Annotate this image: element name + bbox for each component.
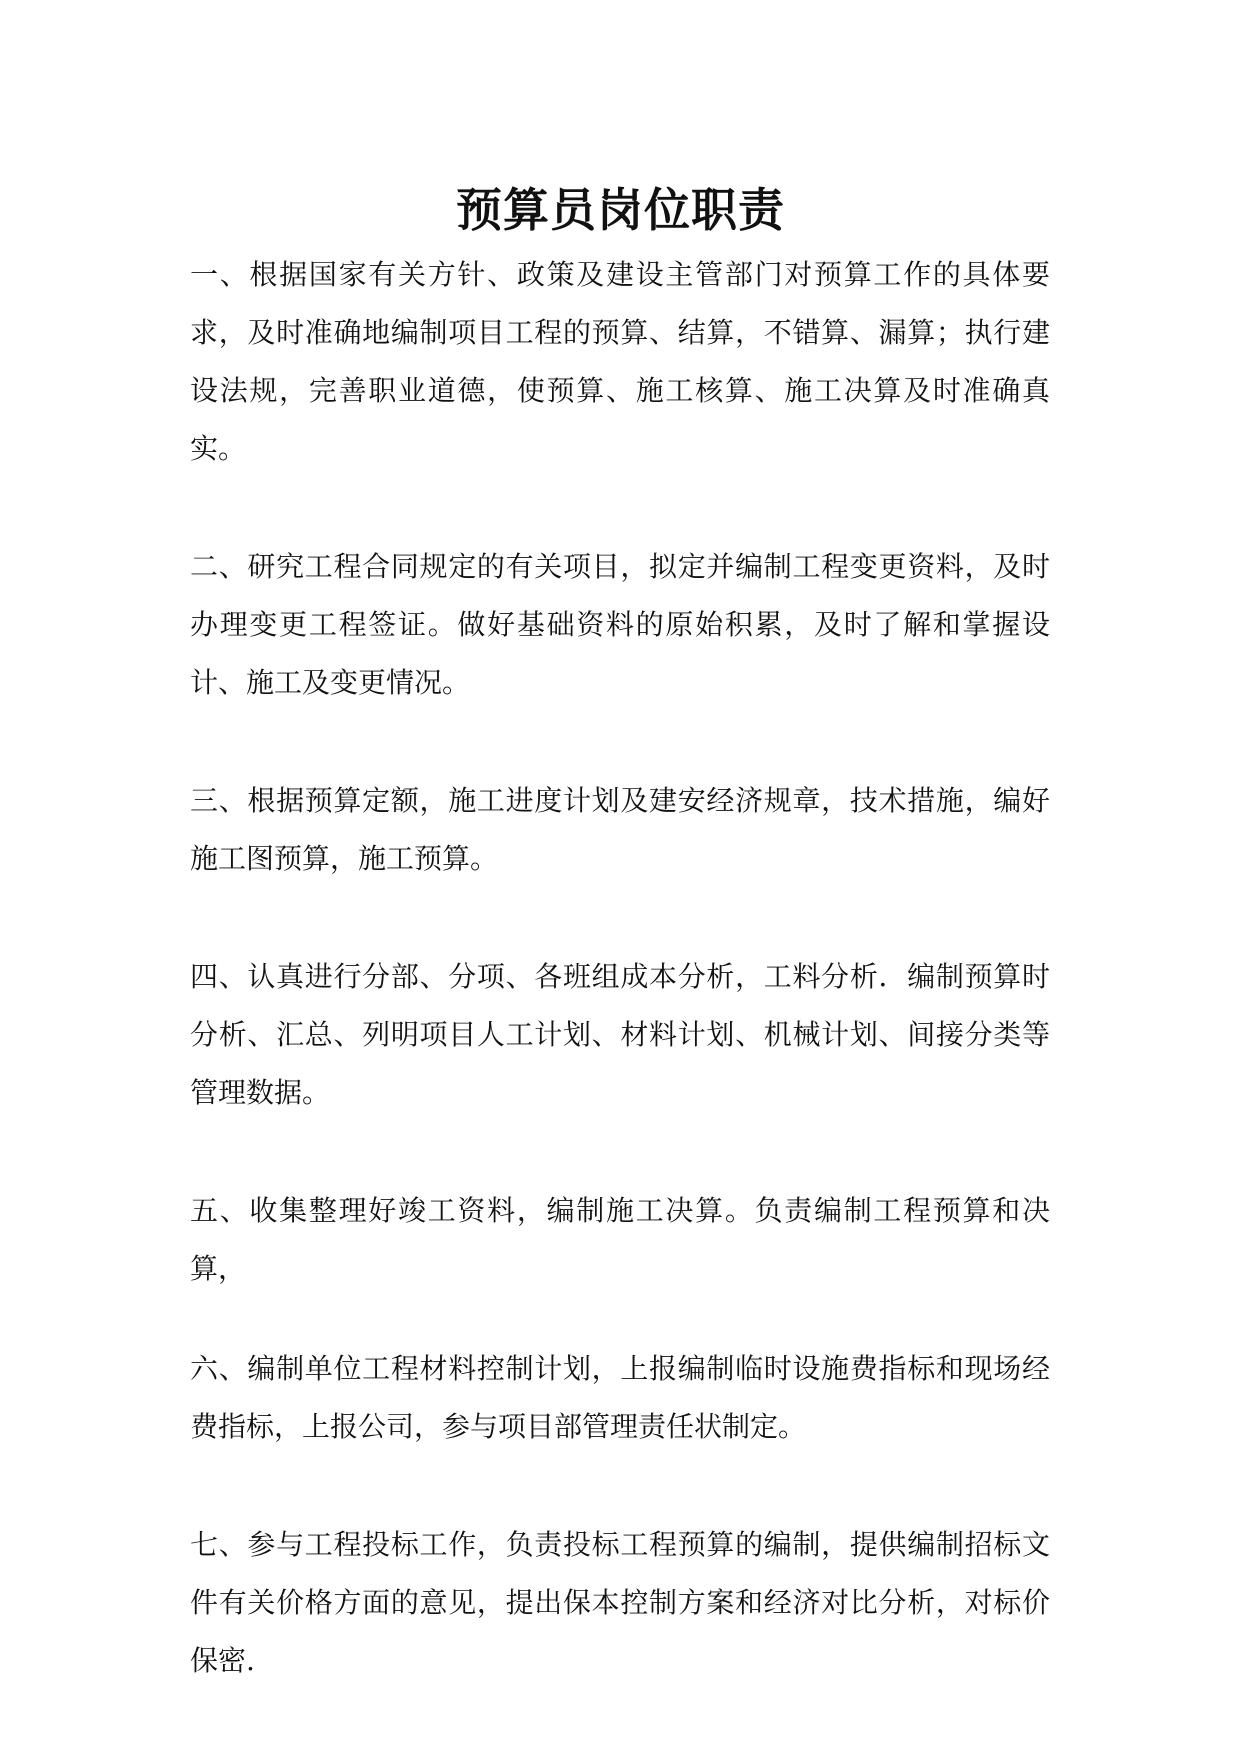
document-body xyxy=(190,246,1050,1750)
paragraph-2: 二、研究工程合同规定的有关项目，拟定并编制工程变更资料，及时办理变更工程签证。做好基础资料的原始积累，及时了解和掌握设计、施工及变更情况。 xyxy=(190,550,1050,699)
paragraph-7: 七、参与工程投标工作，负责投标工程预算的编制，提供编制招标文件有关价格方面的意见，提出保本控制方案和经济对比分析，对标价保密. xyxy=(190,1528,1050,1677)
paragraph-4: 四、认真进行分部、分项、各班组成本分析，工料分析．编制预算时分析、汇总、列明项目人工计划、材料计划、机械计划、间接分类等管理数据。 xyxy=(190,960,1050,1109)
document-title: 预算员岗位职责 xyxy=(456,183,785,237)
paragraph-5: 五、收集整理好竣工资料，编制施工决算。负责编制工程预算和决算， xyxy=(190,1194,1050,1285)
paragraph-3: 三、根据预算定额，施工进度计划及建安经济规章，技术措施，编好施工图预算，施工预算。 xyxy=(190,784,1050,875)
paragraph-6: 六、编制单位工程材料控制计划，上报编制临时设施费指标和现场经费指标，上报公司，参与项目部管理责任状制定。 xyxy=(190,1352,1050,1443)
paragraph-1: 一、根据国家有关方针、政策及建设主管部门对预算工作的具体要求，及时准确地编制项目工程的预算、结算，不错算、漏算；执行建设法规，完善职业道德，使预算、施工核算、施工决算及时准确真实。 xyxy=(190,258,1050,465)
